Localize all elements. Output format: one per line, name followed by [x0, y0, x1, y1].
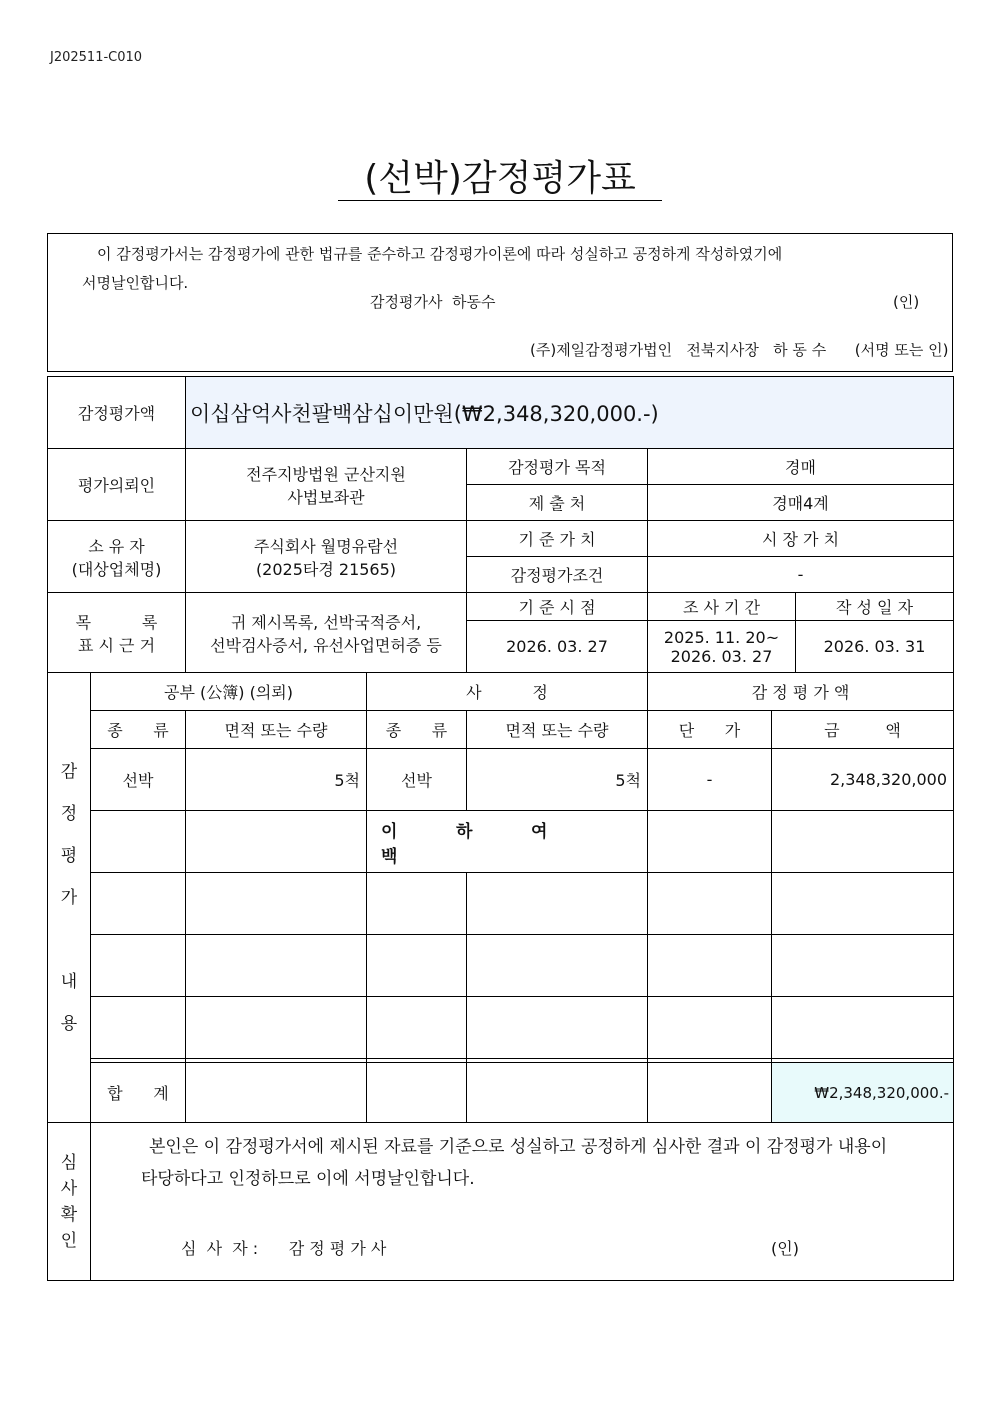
kind-public: 선박 [91, 749, 186, 811]
empty-cell [91, 811, 186, 873]
amount-value: 이십삼억사천팔백삼십이만원(₩2,348,320,000.-) [186, 377, 954, 449]
client-value [186, 449, 467, 521]
certification-statement [82, 240, 902, 298]
qty-actual: 5척 [467, 749, 648, 811]
condition-value: - [648, 557, 954, 593]
empty-cell [772, 997, 954, 1059]
client-line-1: 전주지방법원 군산지원 [246, 464, 406, 484]
blank-marker-char: 백 [381, 846, 398, 867]
survey-period-line-1: 2025. 11. 20~ [663, 627, 780, 647]
firm-signature: (주)제일감정평가법인 전북지사장 하 동 수 (서명 또는 인) [530, 341, 949, 359]
blank-marker-char: 여 [531, 821, 548, 842]
col-unit-price: 단 가 [648, 711, 772, 749]
reviewer-label: 심 사 자 : 감 정 평 가 사 [181, 1239, 387, 1258]
empty-cell [772, 873, 954, 935]
list-label [48, 593, 186, 673]
review-signature-row [141, 1195, 943, 1257]
side-char: 정 [60, 803, 78, 824]
col-kind-public: 종 류 [91, 711, 186, 749]
base-date-label: 기 준 시 점 [467, 593, 648, 621]
empty-cell [467, 1063, 648, 1123]
client-line-2: 사법보좌관 [287, 487, 365, 507]
qty-public: 5척 [186, 749, 367, 811]
col-area-actual: 면적 또는 수량 [467, 711, 648, 749]
basis-value-label: 기 준 가 치 [467, 521, 648, 557]
empty-cell [467, 873, 648, 935]
basis-value: 시 장 가 치 [648, 521, 954, 557]
list-value [186, 593, 467, 673]
empty-cell [91, 873, 186, 935]
empty-cell [367, 997, 467, 1059]
review-content [91, 1123, 954, 1281]
side-char: 내 [60, 971, 78, 992]
certification-line-1: 이 감정평가서는 감정평가에 관한 법규를 준수하고 감정평가이론에 따라 성실하고 공정하게 작성하였기에 [97, 245, 783, 263]
owner-value [186, 521, 467, 593]
empty-cell [186, 997, 367, 1059]
sum-label: 합 계 [91, 1063, 186, 1123]
list-line-2: 선박검사증서, 유선사업면허증 등 [210, 635, 442, 655]
page-title: (선박)감정평가표 [364, 158, 636, 199]
unit-price: - [648, 749, 772, 811]
empty-cell [186, 1063, 367, 1123]
empty-cell [91, 997, 186, 1059]
side-char: 가 [60, 887, 78, 908]
appraisal-table [47, 376, 954, 1281]
empty-cell [186, 873, 367, 935]
list-label-line-1: 목 록 [75, 612, 158, 632]
base-date: 2026. 03. 27 [467, 621, 648, 673]
document-id: J202511-C010 [50, 50, 143, 65]
blank-marker [367, 811, 648, 873]
owner-label-line-1: 소 유 자 [88, 536, 145, 556]
kind-actual: 선박 [367, 749, 467, 811]
empty-cell [648, 935, 772, 997]
empty-cell [367, 1063, 467, 1123]
review-side-char: 인 [60, 1230, 78, 1251]
review-line-1: 본인은 이 감정평가서에 제시된 자료를 기준으로 성실하고 공정하게 심사한 결과 이 감정평가 내용이 [149, 1137, 888, 1157]
review-line-2: 타당하다고 인정하므로 이에 서명날인합니다. [141, 1169, 475, 1189]
blank-marker-char: 이 [381, 821, 398, 842]
certification-line-2: 서명날인합니다. [82, 274, 189, 292]
written-date: 2026. 03. 31 [796, 621, 954, 673]
empty-cell [772, 811, 954, 873]
group-public-header: 공부 (公簿) (의뢰) [91, 673, 367, 711]
empty-cell [772, 935, 954, 997]
purpose-value: 경매 [648, 449, 954, 485]
col-area-public: 면적 또는 수량 [186, 711, 367, 749]
side-char: 감 [60, 761, 78, 782]
owner-line-1: 주식회사 월명유람선 [253, 536, 399, 556]
survey-period [648, 621, 796, 673]
appraiser-name: 감정평가사 하동수 [370, 293, 496, 311]
review-side-char: 확 [60, 1204, 78, 1225]
side-char: 용 [60, 1013, 78, 1034]
details-side-label [48, 673, 91, 1123]
side-char: 평 [60, 845, 78, 866]
list-line-1: 귀 제시목록, 선박국적증서, [230, 612, 422, 632]
submit-label: 제 출 처 [467, 485, 648, 521]
empty-cell [467, 997, 648, 1059]
col-total: 금 액 [772, 711, 954, 749]
sum-value: ₩2,348,320,000.- [772, 1063, 954, 1123]
owner-label [48, 521, 186, 593]
review-side-char: 심 [60, 1152, 78, 1173]
review-side-label [48, 1123, 91, 1281]
empty-cell [91, 935, 186, 997]
owner-line-2: (2025타경 21565) [255, 559, 397, 579]
total-amount: 2,348,320,000 [772, 749, 954, 811]
title-underline [338, 200, 662, 201]
submit-value: 경매4계 [648, 485, 954, 521]
group-actual-header: 사 정 [367, 673, 648, 711]
survey-period-label: 조 사 기 간 [648, 593, 796, 621]
reviewer-seal: (인) [771, 1239, 799, 1258]
group-amount-header: 감 정 평 가 액 [648, 673, 954, 711]
client-label: 평가의뢰인 [48, 449, 186, 521]
blank-marker-char: 하 [456, 821, 473, 842]
side-char-gap [52, 919, 86, 961]
empty-cell [648, 1063, 772, 1123]
empty-cell [648, 873, 772, 935]
survey-period-line-2: 2026. 03. 27 [670, 646, 773, 666]
written-date-label: 작 성 일 자 [796, 593, 954, 621]
empty-cell [367, 935, 467, 997]
empty-cell [367, 873, 467, 935]
review-side-char: 사 [60, 1178, 78, 1199]
owner-label-line-2: (대상업체명) [71, 559, 162, 579]
condition-label: 감정평가조건 [467, 557, 648, 593]
empty-cell [467, 935, 648, 997]
empty-cell [186, 811, 367, 873]
empty-cell [186, 935, 367, 997]
purpose-label: 감정평가 목적 [467, 449, 648, 485]
empty-cell [648, 811, 772, 873]
appraiser-seal: (인) [893, 293, 920, 311]
list-label-line-2: 표 시 근 거 [77, 635, 156, 655]
empty-cell [648, 997, 772, 1059]
col-kind-actual: 종 류 [367, 711, 467, 749]
amount-label: 감정평가액 [48, 377, 186, 449]
